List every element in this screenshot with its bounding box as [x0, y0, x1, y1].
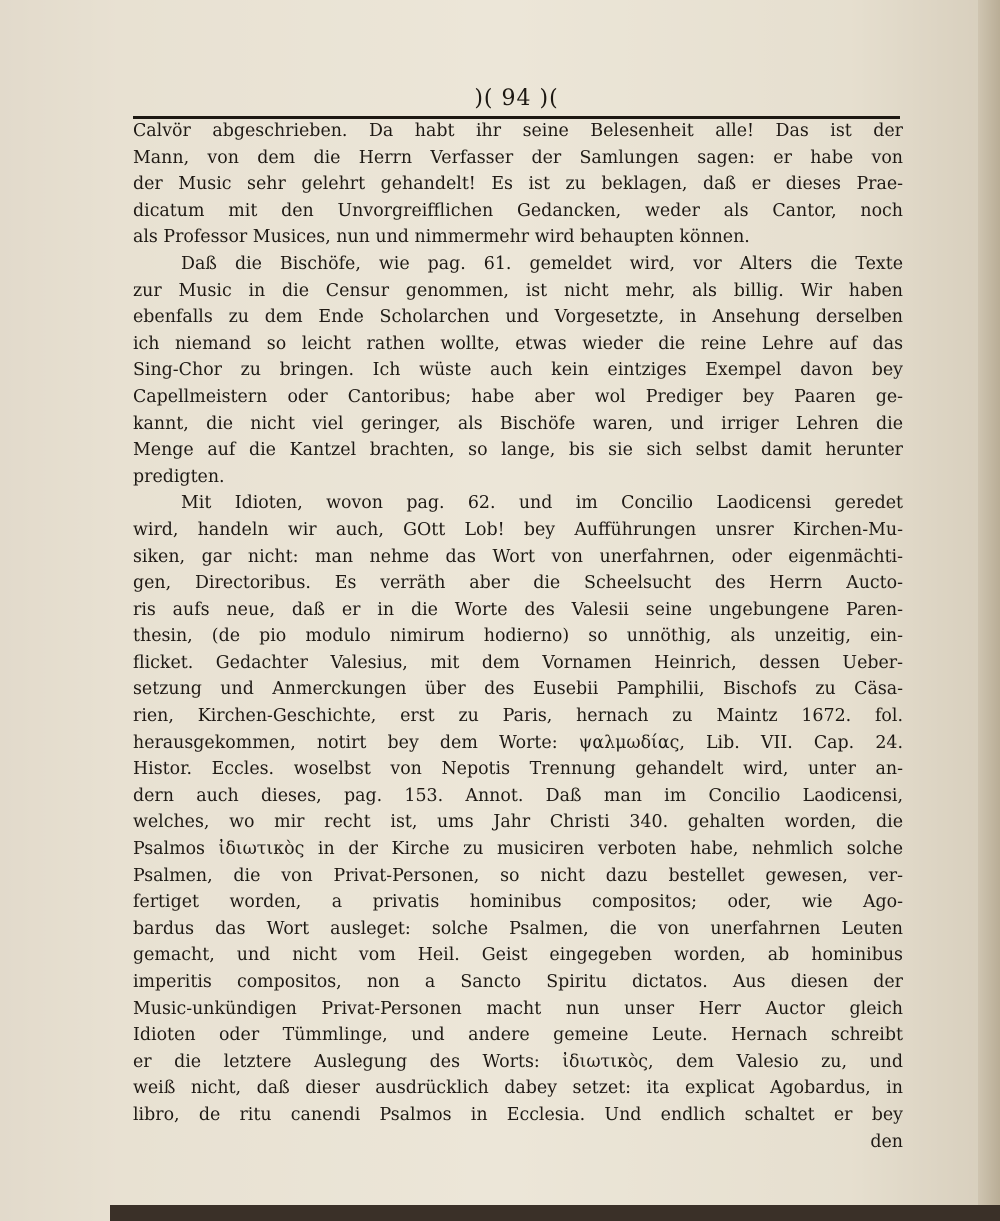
- text-line: dicatum mit den Unvorgreifflichen Gedancken, weder als Cantor, noch: [133, 200, 903, 221]
- text-line: Histor. Eccles. woselbst von Nepotis Trennung gehandelt wird, unter an-: [133, 759, 903, 780]
- text-line: weiß nicht, daß dieser ausdrücklich dabey setzet: ita explicat Agobardus, in: [133, 1078, 903, 1099]
- text-line: dern auch dieses, pag. 153. Annot. Daß man im Concilio Laodicensi,: [133, 785, 903, 806]
- text-line: libro, de ritu canendi Psalmos in Ecclesia. Und endlich schaltet er bey: [133, 1104, 903, 1125]
- text-line: er die letztere Auslegung des Worts: ἰδιωτικὸς, dem Valesio zu, und: [133, 1051, 903, 1072]
- text-line: ebenfalls zu dem Ende Scholarchen und Vorgesetzte, in Ansehung derselben: [133, 307, 903, 328]
- text-line: Mit Idioten, wovon pag. 62. und im Concilio Laodicensi geredet: [181, 493, 903, 514]
- text-line: gemacht, und nicht vom Heil. Geist eingegeben worden, ab hominibus: [133, 945, 903, 966]
- text-line: kannt, die nicht viel geringer, als Bischöfe waren, und irriger Lehren die: [133, 413, 903, 434]
- body-text: [133, 118, 903, 1155]
- text-line: rien, Kirchen-Geschichte, erst zu Paris, hernach zu Maintz 1672. fol.: [133, 706, 903, 727]
- text-line: Mann, von dem die Herrn Verfasser der Samlungen sagen: er habe von: [133, 147, 903, 168]
- page-number: )( 94 )(: [474, 86, 559, 111]
- text-line: gen, Directoribus. Es verräth aber die Scheelsucht des Herrn Aucto-: [133, 573, 903, 594]
- text-line: der Music sehr gelehrt gehandelt! Es ist zu beklagen, daß er dieses Prae-: [133, 174, 903, 195]
- scan-edge: [110, 1205, 1000, 1221]
- text-line: Music-unkündigen Privat-Personen macht nun unser Herr Auctor gleich: [133, 998, 903, 1019]
- text-line: bardus das Wort ausleget: solche Psalmen, die von unerfahrnen Leuten: [133, 918, 903, 939]
- text-line: imperitis compositos, non a Sancto Spiritu dictatos. Aus diesen der: [133, 972, 903, 992]
- text-line: Psalmos ἰδιωτικὸς in der Kirche zu musiciren verboten habe, nehmlich solche: [133, 839, 903, 860]
- text-line: flicket. Gedachter Valesius, mit dem Vornamen Heinrich, dessen Ueber-: [133, 652, 903, 673]
- text-line: Capellmeistern oder Cantoribus; habe aber wol Prediger bey Paaren ge-: [133, 386, 903, 407]
- text-line: Idioten oder Tümmlinge, und andere gemeine Leute. Hernach schreibt: [133, 1025, 903, 1046]
- page-edge-shadow: [978, 0, 1000, 1221]
- text-line: predigten.: [133, 466, 225, 487]
- text-line: Psalmen, die von Privat-Personen, so nicht dazu bestellet gewesen, ver-: [133, 865, 903, 886]
- text-line: Daß die Bischöfe, wie pag. 61. gemeldet wird, vor Alters die Texte: [181, 253, 903, 274]
- text-line: setzung und Anmerckungen über des Eusebii Pamphilii, Bischofs zu Cäsa-: [133, 679, 903, 700]
- text-line: Calvör abgeschrieben. Da habt ihr seine Belesenheit alle! Das ist der: [133, 121, 903, 141]
- text-line: thesin, (de pio modulo nimirum hodierno) so unnöthig, als unzeitig, ein-: [133, 626, 903, 647]
- text-line: fertiget worden, a privatis hominibus compositos; oder, wie Ago-: [133, 892, 903, 913]
- text-line: zur Music in die Censur genommen, ist nicht mehr, als billig. Wir haben: [133, 280, 903, 301]
- text-line: als Professor Musices, nun und nimmermehr wird behaupten können.: [133, 227, 750, 248]
- text-line: siken, gar nicht: man nehme das Wort von unerfahrnen, oder eigenmächti-: [133, 546, 903, 567]
- text-line: herausgekommen, notirt bey dem Worte: ψαλμωδίας, Lib. VII. Cap. 24.: [133, 732, 903, 753]
- text-line: wird, handeln wir auch, GOtt Lob! bey Aufführungen unsrer Kirchen-Mu-: [133, 519, 903, 540]
- text-line: ris aufs neue, daß er in die Worte des Valesii seine ungebungene Paren-: [133, 599, 903, 620]
- catchword: den: [870, 1131, 903, 1152]
- text-line: Menge auf die Kantzel brachten, so lange, bis sie sich selbst damit herunter: [133, 440, 903, 461]
- text-line: Sing-Chor zu bringen. Ich wüste auch kein eintziges Exempel davon bey: [133, 360, 903, 381]
- text-line: ich niemand so leicht rathen wollte, etwas wieder die reine Lehre auf das: [133, 333, 903, 354]
- page-header: [133, 78, 900, 118]
- text-line: welches, wo mir recht ist, ums Jahr Christi 340. gehalten worden, die: [133, 812, 903, 833]
